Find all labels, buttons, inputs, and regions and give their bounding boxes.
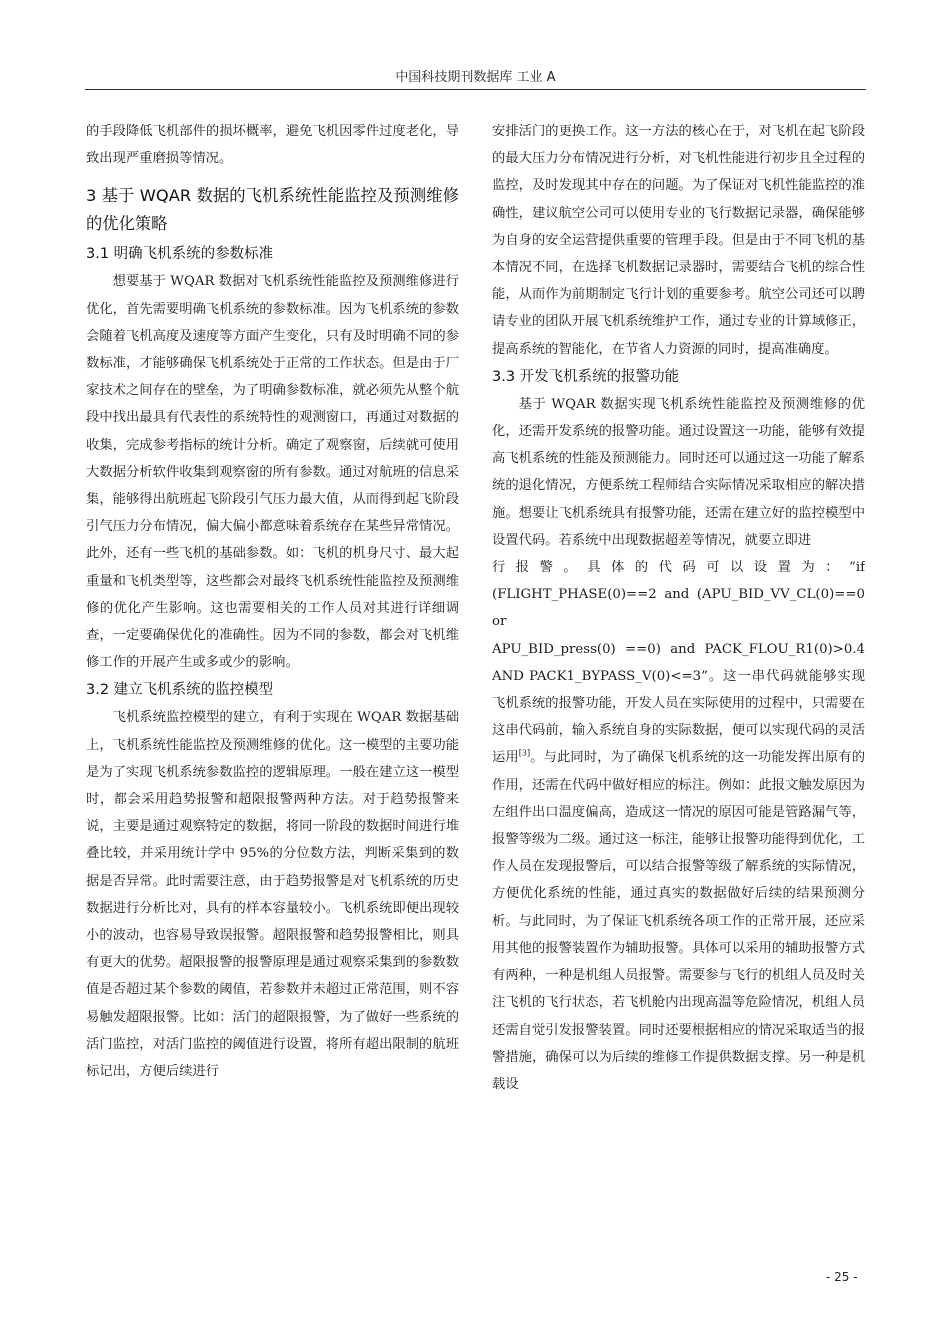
page-number: - 25 - [826, 1270, 858, 1284]
journal-header: 中国科技期刊数据库 工业 A [395, 70, 556, 85]
right-column [492, 118, 865, 1248]
section-3-1-heading: 3.1 明确飞机系统的参数标准 [86, 246, 274, 263]
intro-paragraph: 的手段降低飞机部件的损坏概率，避免飞机因零件过度老化，导致出现严重磨损等情况。 [86, 124, 459, 167]
section-3-1-paragraph: 想要基于 WQAR 数据对飞机系统性能监控及预测维修进行优化，首先需要明确飞机系统的参数标准。因为飞机系统的参数会随着飞机高度及速度等方面产生变化，只有及时明确不同的参数标准，才能够确保飞机系统处于正常的工作状态。但是由于厂家技术之间存在的壁垒，为了明确参数标准，就必须先从整个航段中找出最具有代表性的系统特性的观测窗口，再通过对数据的收集，完成参考指标的统计分析。确定了观察窗，后续就可使用大数据分析软件收集到观察窗的所有参数。通过对航班的信息采集，能够得出航班起飞阶段引气压力最大值，从而得到起飞阶段引气压力分布情况，偏大偏小都意味着系统存在某些异常情况。此外，还有一些飞机的基础参数。如：飞机的机身尺寸、最大起重量和飞机类型等，这些都会对最终飞机系统性能监控及预测维修的优化产生影响。这也需要相关的工作人员对其进行详细调查，一定要确保优化的准确性。因为不同的参数，都会对飞机维修工作的开展产生或多或少的影响。 [86, 274, 459, 671]
code-line-3: APU_BID_press(0) ==0) and PACK_FLOU_R1(0)>0.4 [492, 641, 865, 657]
section-3-2-heading: 3.2 建立飞机系统的监控模型 [86, 682, 274, 699]
section-3-heading: 3 基于 WQAR 数据的飞机系统性能监控及预测维修的优化策略 [86, 186, 459, 234]
continued-paragraph: 安排活门的更换工作。这一方法的核心在于，对飞机在起飞阶段的最大压力分布情况进行分析，对飞机性能进行初步且全过程的监控，及时发现其中存在的问题。为了保证对飞机性能监控的准确性，建议航空公司可以使用专业的飞行数据记录器，确保能够为自身的安全运营提供重要的管理手段。但是由于不同飞机的基本情况不同，在选择飞机数据记录器时，需要结合飞机的综合性能，从而作为前期制定飞行计划的重要参考。航空公司还可以聘请专业的团队开展飞机系统维护工作，通过专业的计算域修正，提高系统的智能化，在节省人力资源的同时，提高准确度。 [492, 124, 865, 357]
citation-marker: [3] [518, 749, 531, 759]
header-divider [85, 89, 866, 90]
section-3-3-paragraph-a: 基于 WQAR 数据实现飞机系统性能监控及预测维修的优化，还需开发系统的报警功能。通过设置这一功能，能够有效提高飞机系统的性能及预测能力。同时还可以通过这一功能了解系统的退化情况，方便系统工程师结合实际情况采取相应的解决措施。想要让飞机系统具有报警功能，还需在建立好的监控模型中设置代码。若系统中出现数据超差等情况，就要立即进 [492, 396, 865, 548]
code-line-2: (FLIGHT_PHASE(0)==2 and (APU_BID_VV_CL(0)==0 or [492, 587, 865, 630]
section-3-2-paragraph: 飞机系统监控模型的建立，有利于实现在 WQAR 数据基础上，飞机系统性能监控及预测维修的优化。这一模型的主要功能是为了实现飞机系统参数监控的逻辑原理。一般在建立这一模型时，都会采用趋势报警和超限报警两种方法。对于趋势报警来说，主要是通过观察特定的数据，将同一阶段的数据时间进行堆叠比较，并采用统计学中 95%的分位数方法，判断采集到的数据是否异常。此时需要注意，由于趋势报警是对飞机系统的历史数据进行分析比对，具有的样本容量较小。飞机系统即便出现较小的波动，也容易导致误报警。超限报警和趋势报警相比，则具有更大的优势。超限报警的报警原理是通过观察采集到的参数数值是否超过某个参数的阈值，若参数并未超过正常范围，则不容易触发超限报警。比如：活门的超限报警，为了做好一些系统的活门监控，对活门监控的阈值进行设置，将所有超出限制的航班标记出，方便后续进行 [86, 710, 459, 1080]
code-continuation-text: AND PACK1_BYPASS_V(0)<=3”。这一串代码就能够实现飞机系统的报警功能，开发人员在实际使用的过程中，只需要在这串代码前，输入系统自身的实际数据，便可以实现代码的灵活运用 [492, 668, 865, 766]
left-column [86, 118, 459, 1248]
section-3-3-heading: 3.3 开发飞机系统的报警功能 [492, 368, 680, 385]
code-line-1: 行报警。具体的代码可以设置为：“if [492, 560, 865, 576]
section-3-3-paragraph-b [492, 663, 865, 1098]
section-3-3-text-c: 。与此同时，为了确保飞机系统的这一功能发挥出原有的作用，还需在代码中做好相应的标注。例如：此报文触发原因为左组件出口温度偏高，造成这一情况的原因可能是管路漏气等，报警等级为二级。通过这一标注，能够让报警功能得到优化，工作人员在发现报警后，可以结合报警等级了解系统的实际情况，方便优化系统的性能，通过真实的数据做好后续的结果预测分析。与此同时，为了保证飞机系统各项工作的正常开展，还应采用其他的报警装置作为辅助报警。具体可以采用的辅助报警方式有两种，一种是机组人员报警。需要参与飞行的机组人员及时关注飞机的飞行状态，若飞机舱内出现高温等危险情况，机组人员还需自觉引发报警装置。同时还要根据相应的情况采取适当的报警措施，确保可以为后续的维修工作提供数据支撑。另一种是机载设 [492, 750, 865, 1092]
